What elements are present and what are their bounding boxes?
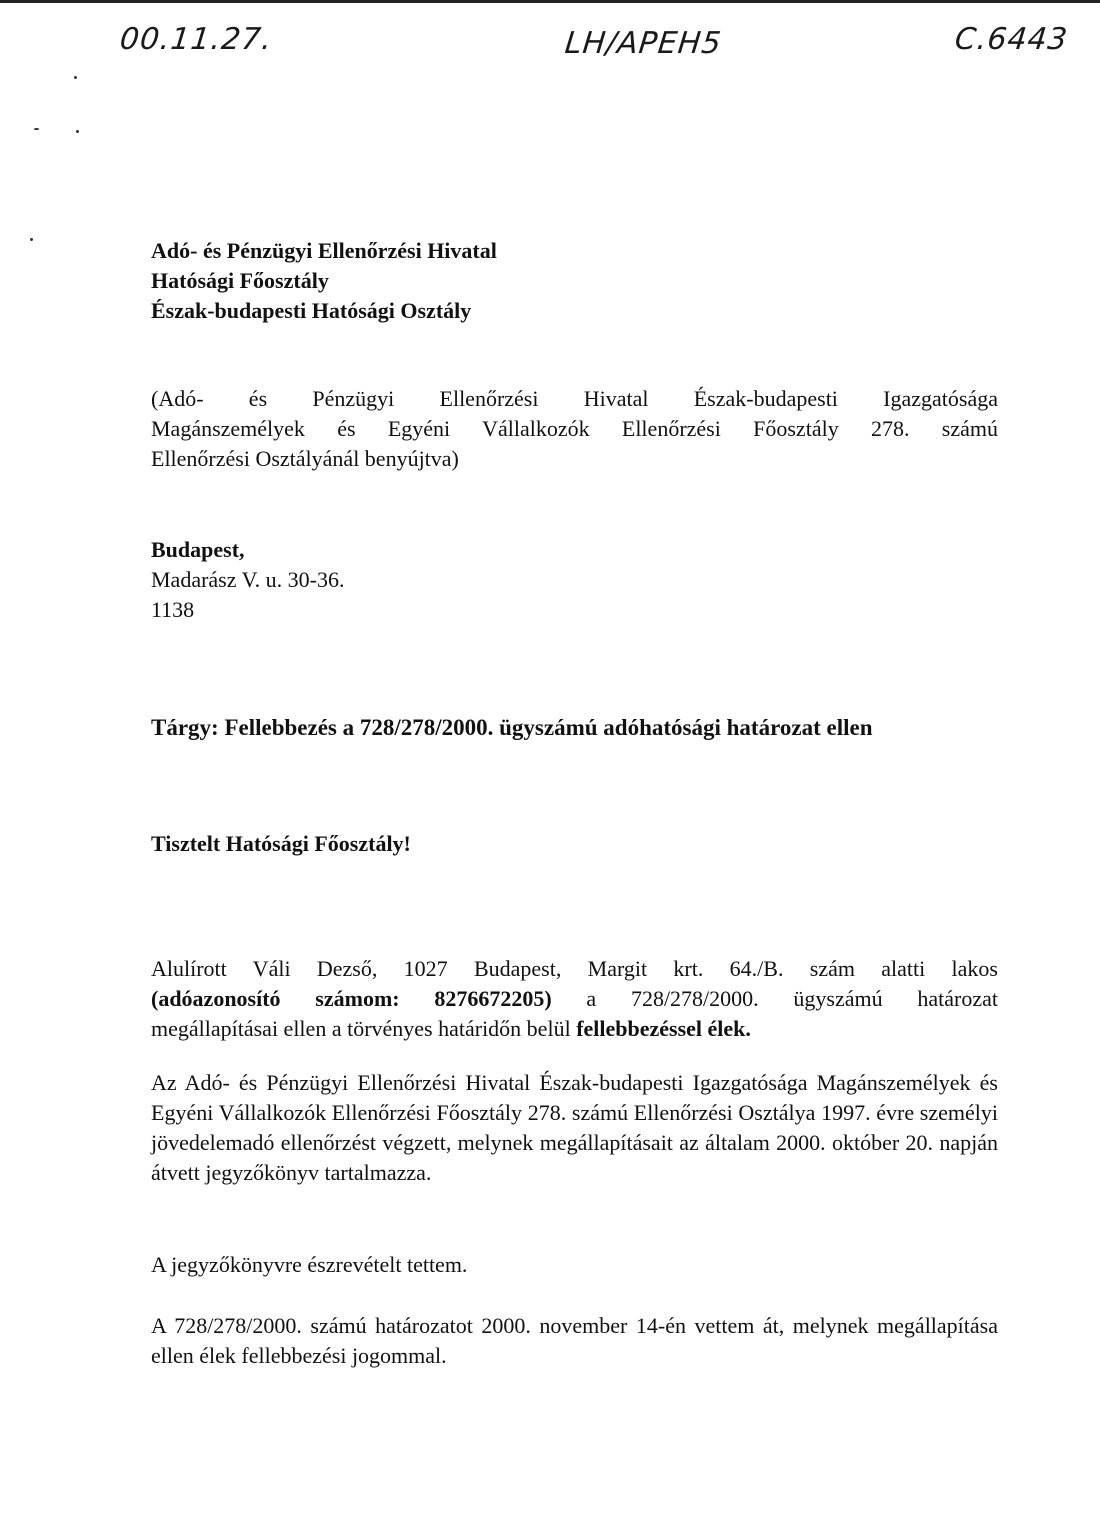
- submission-note-line: (Adó- és Pénzügyi Ellenőrzési Hivatal Észak-budapesti Igazgatósága: [151, 386, 998, 411]
- addressee-line: Észak-budapesti Hatósági Osztály: [151, 298, 472, 323]
- address-street: Madarász V. u. 30-36.: [151, 567, 345, 592]
- paragraph-1-text: megállapításai ellen a törvényes határidőn belül: [151, 1016, 577, 1041]
- address-zip: 1138: [151, 597, 195, 622]
- paragraph-1-line-2: [151, 984, 998, 1014]
- submission-note-line: Ellenőrzési Osztályánál benyújtva): [151, 446, 459, 471]
- subject-line: Tárgy: Fellebbezés a 728/278/2000. ügyszámú adóhatósági határozat ellen: [151, 715, 873, 740]
- paragraph-3: [151, 1250, 998, 1280]
- paragraph-4: [151, 1311, 998, 1371]
- address-block: [151, 535, 998, 625]
- paragraph-1-line-1: Alulírott Váli Dezső, 1027 Budapest, Margit krt. 64./B. szám alatti lakos: [151, 956, 998, 981]
- paragraph-2: [151, 1068, 998, 1188]
- addressee-block: [151, 236, 998, 326]
- submission-note: [151, 384, 998, 474]
- handwritten-reference: LH/APEH5: [563, 26, 724, 61]
- appeal-statement: fellebbezéssel élek.: [576, 1016, 751, 1041]
- paragraph-1-line-3: [151, 1014, 998, 1044]
- tax-id-text: (adóazonosító számom: 8276672205): [151, 986, 552, 1011]
- handwritten-date: 00.11.27.: [118, 22, 274, 57]
- paragraph-1: [151, 954, 998, 1044]
- submission-note-line: Magánszemélyek és Egyéni Vállalkozók Ellenőrzési Főosztály 278. számú: [151, 416, 998, 441]
- addressee-line: Hatósági Főosztály: [151, 268, 329, 293]
- scan-speck: [74, 76, 77, 79]
- address-city: Budapest,: [151, 537, 245, 562]
- paragraph-2-text: Az Adó- és Pénzügyi Ellenőrzési Hivatal Észak-budapesti Igazgatósága Magánszemélyek és Egyéni Vállalkozók Ellenőrzési Főosztály 278. számú Ellenőrzési Osztálya 1997. évre személyi jövedelemadó ellenőrzést végzett, melynek megállapításait az általam 2000. október 20. napján átvett jegyzőkönyv tartalmazza.: [151, 1070, 998, 1185]
- scan-speck: [30, 238, 33, 241]
- salutation: Tisztelt Hatósági Főosztály!: [151, 831, 411, 856]
- addressee-line: Adó- és Pénzügyi Ellenőrzési Hivatal: [151, 238, 497, 263]
- paragraph-4-text: A 728/278/2000. számú határozatot 2000. november 14-én vettem át, melynek megállapítása ellen élek fellebbezési jogommal.: [151, 1313, 998, 1368]
- scan-speck: [76, 130, 79, 133]
- paragraph-1-text: a 728/278/2000. ügyszámú határozat: [551, 986, 998, 1011]
- paragraph-3-text: A jegyzőkönyvre észrevételt tettem.: [151, 1252, 468, 1277]
- scan-top-border: [0, 0, 1100, 3]
- handwritten-number: C.6443: [953, 22, 1070, 57]
- scan-speck: [34, 128, 39, 130]
